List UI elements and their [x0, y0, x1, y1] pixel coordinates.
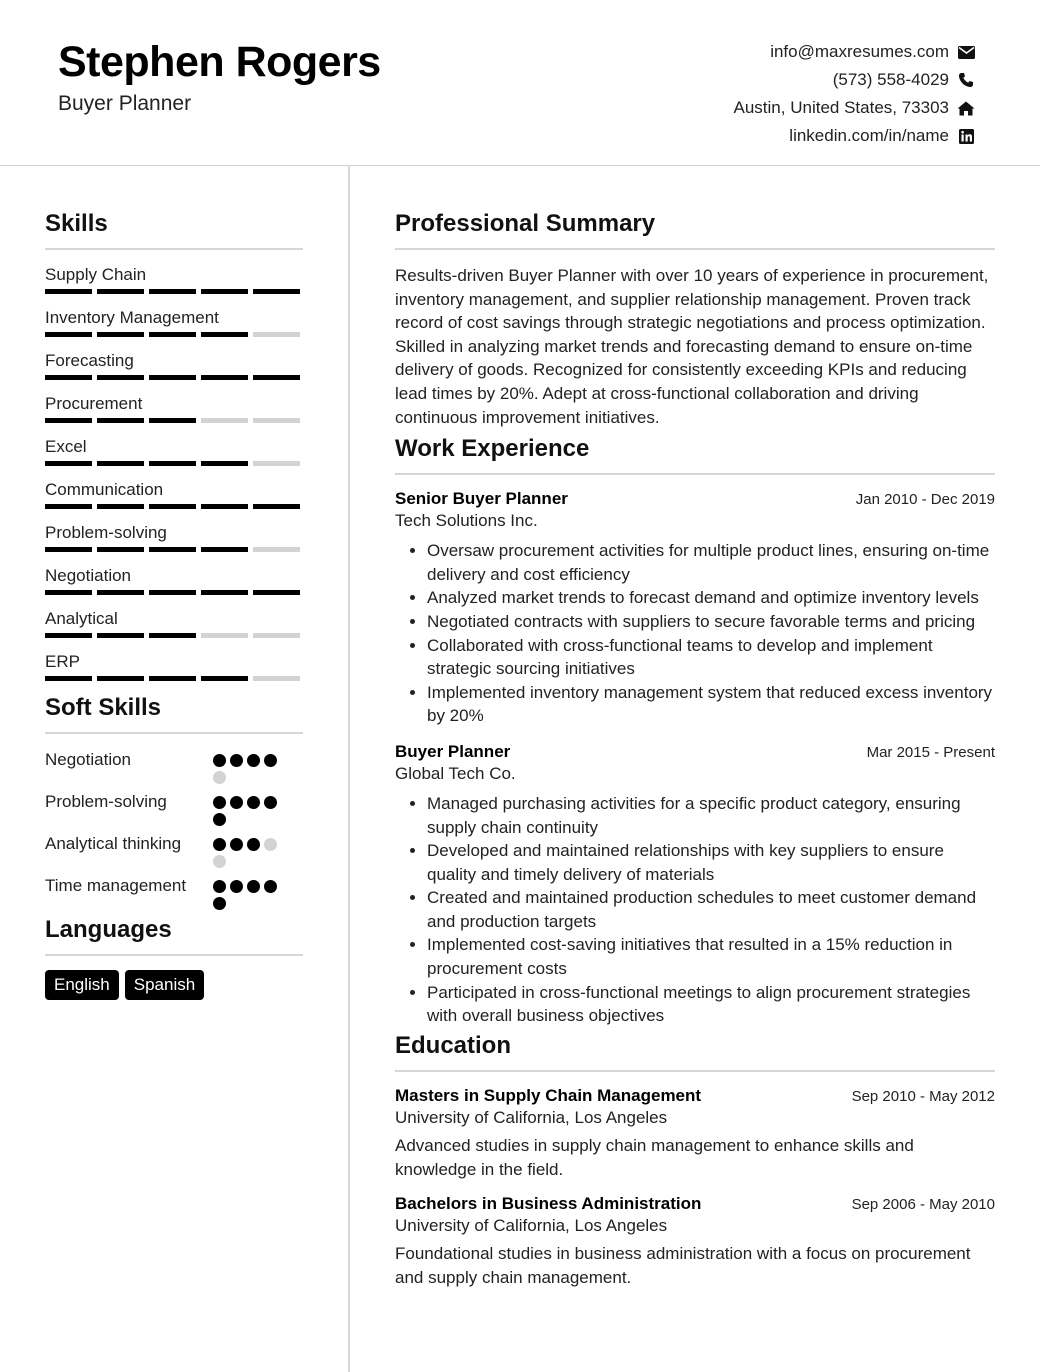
job-bullets	[395, 539, 995, 728]
envelope-icon	[957, 43, 975, 61]
job-bullet: • Collaborated with cross-functional teams to develop and implement strategic sourcing initiatives	[427, 634, 995, 681]
linkedin-icon	[957, 127, 975, 145]
rating-dot	[247, 880, 260, 893]
skill-level-bar	[45, 289, 303, 294]
education-dates: Sep 2006 - May 2010	[851, 1195, 995, 1213]
skill-name: Supply Chain	[45, 265, 147, 284]
rating-dot	[213, 855, 226, 868]
soft-skill-rating	[213, 790, 283, 826]
skill-level-segment	[97, 633, 144, 638]
skill-level-segment	[201, 332, 248, 337]
skill-level-segment	[201, 375, 248, 380]
skill-level-segment	[253, 676, 300, 681]
contact-address	[734, 94, 975, 122]
skill-level-segment	[201, 461, 248, 466]
skill-level-segment	[253, 547, 300, 552]
skill-level-bar	[45, 590, 303, 595]
rating-dot	[213, 897, 226, 910]
skill-level-segment	[253, 375, 300, 380]
skill-level-bar	[45, 332, 303, 337]
summary-heading: Professional Summary	[395, 210, 995, 250]
rating-dot	[213, 754, 226, 767]
job-bullet: • Created and maintained production schedules to meet customer demand and production targets	[427, 886, 995, 933]
skills-heading: Skills	[45, 210, 303, 250]
experience-heading: Work Experience	[395, 435, 995, 475]
education-school: University of California, Los Angeles	[395, 1215, 668, 1235]
job-bullet: • Managed purchasing activities for a specific product category, ensuring supply chain continuity	[427, 792, 995, 839]
skill-item	[45, 436, 303, 479]
skill-level-segment	[45, 461, 92, 466]
skill-level-segment	[149, 633, 196, 638]
skill-level-segment	[253, 418, 300, 423]
rating-dot	[247, 796, 260, 809]
skill-level-segment	[45, 633, 92, 638]
skill-name: Excel	[45, 437, 87, 456]
skill-level-bar	[45, 633, 303, 638]
skill-name: Analytical	[45, 609, 118, 628]
rating-dot	[264, 880, 277, 893]
skill-item	[45, 350, 303, 393]
skill-level-segment	[149, 590, 196, 595]
skill-level-segment	[149, 375, 196, 380]
soft-skill-item	[45, 874, 303, 910]
skill-level-segment	[45, 547, 92, 552]
skill-level-segment	[45, 504, 92, 509]
candidate-job-title: Buyer Planner	[58, 92, 192, 115]
soft-skill-item	[45, 790, 303, 826]
contact-phone-text: (573) 558-4029	[832, 70, 949, 89]
rating-dot	[213, 813, 226, 826]
skill-level-segment	[253, 590, 300, 595]
soft-skill-rating	[213, 832, 283, 868]
resume-header	[0, 0, 1040, 166]
skill-level-segment	[97, 418, 144, 423]
job-company: Global Tech Co.	[395, 763, 516, 783]
job-entry	[395, 742, 995, 1028]
job-entry	[395, 489, 995, 728]
skill-name: Negotiation	[45, 566, 132, 585]
rating-dot	[213, 796, 226, 809]
skill-level-bar	[45, 461, 303, 466]
main-content	[395, 210, 995, 1290]
skill-item	[45, 608, 303, 651]
skill-name: ERP	[45, 652, 80, 671]
skill-level-segment	[253, 332, 300, 337]
skill-level-bar	[45, 418, 303, 423]
rating-dot	[247, 838, 260, 851]
skill-level-segment	[201, 676, 248, 681]
contact-info	[734, 38, 975, 150]
rating-dot	[264, 796, 277, 809]
education-school: University of California, Los Angeles	[395, 1107, 668, 1127]
skill-item	[45, 264, 303, 307]
soft-skill-name: Time management	[45, 876, 187, 895]
skill-level-segment	[149, 504, 196, 509]
skill-level-segment	[45, 676, 92, 681]
job-bullet: • Analyzed market trends to forecast demand and optimize inventory levels	[427, 586, 995, 610]
skill-item	[45, 307, 303, 350]
education-heading: Education	[395, 1032, 995, 1072]
phone-icon	[957, 71, 975, 89]
skill-level-segment	[201, 590, 248, 595]
skill-level-segment	[253, 289, 300, 294]
job-bullet: • Implemented cost-saving initiatives that resulted in a 15% reduction in procurement costs	[427, 933, 995, 980]
sidebar	[45, 210, 303, 1000]
job-bullet: • Developed and maintained relationships with key suppliers to ensure quality and timely delivery of materials	[427, 839, 995, 886]
skill-name: Forecasting	[45, 351, 134, 370]
skill-level-segment	[201, 633, 248, 638]
rating-dot	[230, 754, 243, 767]
skill-level-segment	[149, 676, 196, 681]
soft-skill-item	[45, 832, 303, 868]
skill-level-segment	[253, 461, 300, 466]
skill-level-segment	[97, 289, 144, 294]
skill-level-segment	[45, 332, 92, 337]
skill-item	[45, 522, 303, 565]
home-icon	[957, 99, 975, 117]
skills-list	[45, 264, 303, 694]
skill-item	[45, 565, 303, 608]
job-bullet: • Participated in cross-functional meetings to align procurement strategies with overall business objectives	[427, 981, 995, 1028]
soft-skill-item	[45, 748, 303, 784]
skill-level-segment	[45, 289, 92, 294]
job-company: Tech Solutions Inc.	[395, 511, 538, 531]
skill-name: Inventory Management	[45, 308, 219, 327]
rating-dot	[264, 838, 277, 851]
skill-name: Problem-solving	[45, 523, 167, 542]
skill-level-segment	[201, 289, 248, 294]
skill-name: Procurement	[45, 394, 143, 413]
skill-level-segment	[201, 547, 248, 552]
job-dates: Jan 2010 - Dec 2019	[855, 491, 995, 509]
soft-skills-heading: Soft Skills	[45, 694, 303, 734]
skill-item	[45, 651, 303, 694]
soft-skill-name: Analytical thinking	[45, 834, 182, 853]
skill-level-segment	[97, 504, 144, 509]
contact-email-text: info@maxresumes.com	[770, 42, 949, 61]
skill-level-segment	[149, 332, 196, 337]
contact-email[interactable]	[734, 38, 975, 66]
skill-level-segment	[149, 418, 196, 423]
contact-address-text: Austin, United States, 73303	[733, 98, 949, 117]
skill-level-bar	[45, 547, 303, 552]
job-bullets	[395, 792, 995, 1028]
skill-name: Communication	[45, 480, 164, 499]
skill-level-segment	[149, 289, 196, 294]
contact-phone[interactable]	[734, 66, 975, 94]
skill-level-segment	[45, 375, 92, 380]
skill-level-segment	[97, 676, 144, 681]
skill-item	[45, 393, 303, 436]
education-entry	[395, 1194, 995, 1290]
skill-level-segment	[253, 633, 300, 638]
skill-level-segment	[97, 375, 144, 380]
skill-level-segment	[45, 418, 92, 423]
job-role: Buyer Planner	[395, 741, 511, 761]
languages-heading: Languages	[45, 916, 303, 956]
education-degree: Bachelors in Business Administration	[395, 1193, 702, 1213]
languages-list	[45, 970, 303, 1000]
soft-skills-list	[45, 748, 303, 910]
skill-level-segment	[149, 547, 196, 552]
education-entry	[395, 1086, 995, 1182]
job-bullet: • Oversaw procurement activities for multiple product lines, ensuring on-time delivery and cost efficiency	[427, 539, 995, 586]
soft-skill-name: Problem-solving	[45, 792, 167, 811]
skill-level-bar	[45, 375, 303, 380]
skill-level-segment	[97, 590, 144, 595]
education-dates: Sep 2010 - May 2012	[851, 1087, 995, 1105]
skill-level-segment	[45, 590, 92, 595]
skill-level-bar	[45, 504, 303, 509]
skill-item	[45, 479, 303, 522]
rating-dot	[213, 838, 226, 851]
education-description: Foundational studies in business administration with a focus on procurement and supply chain management.	[395, 1243, 971, 1287]
column-divider	[348, 165, 350, 1372]
rating-dot	[213, 880, 226, 893]
skill-level-segment	[97, 547, 144, 552]
rating-dot	[230, 796, 243, 809]
skill-level-segment	[201, 418, 248, 423]
summary-text: Results-driven Buyer Planner with over 10 years of experience in procurement, inventory management, and supplier relationship management. Proven track record of cost savings through strategic negotiations and process optimization. Skilled in analyzing market trends and forecasting demand to ensure on-time delivery of goods. Recognized for consistently exceeding KPIs and reducing lead times by 20%. Adept at cross-functional collaboration and driving continuous improvement initiatives.	[395, 266, 989, 427]
skill-level-segment	[97, 332, 144, 337]
rating-dot	[213, 771, 226, 784]
skill-level-segment	[149, 461, 196, 466]
skill-level-segment	[97, 461, 144, 466]
soft-skill-rating	[213, 748, 283, 784]
education-degree: Masters in Supply Chain Management	[395, 1085, 702, 1105]
contact-linkedin[interactable]	[734, 122, 975, 150]
skill-level-segment	[253, 504, 300, 509]
rating-dot	[247, 754, 260, 767]
skill-level-bar	[45, 676, 303, 681]
language-badge: English	[45, 970, 119, 1000]
education-description: Advanced studies in supply chain management to enhance skills and knowledge in the field.	[395, 1135, 914, 1179]
job-dates: Mar 2015 - Present	[866, 743, 995, 761]
candidate-name: Stephen Rogers	[58, 38, 381, 86]
rating-dot	[230, 838, 243, 851]
skill-level-segment	[201, 504, 248, 509]
contact-linkedin-text: linkedin.com/in/name	[789, 126, 949, 145]
rating-dot	[230, 880, 243, 893]
language-badge: Spanish	[125, 970, 204, 1000]
soft-skill-name: Negotiation	[45, 750, 132, 769]
soft-skill-rating	[213, 874, 283, 910]
rating-dot	[264, 754, 277, 767]
job-bullet: • Negotiated contracts with suppliers to secure favorable terms and pricing	[427, 610, 995, 634]
job-role: Senior Buyer Planner	[395, 489, 568, 509]
job-bullet: • Implemented inventory management system that reduced excess inventory by 20%	[427, 681, 995, 728]
